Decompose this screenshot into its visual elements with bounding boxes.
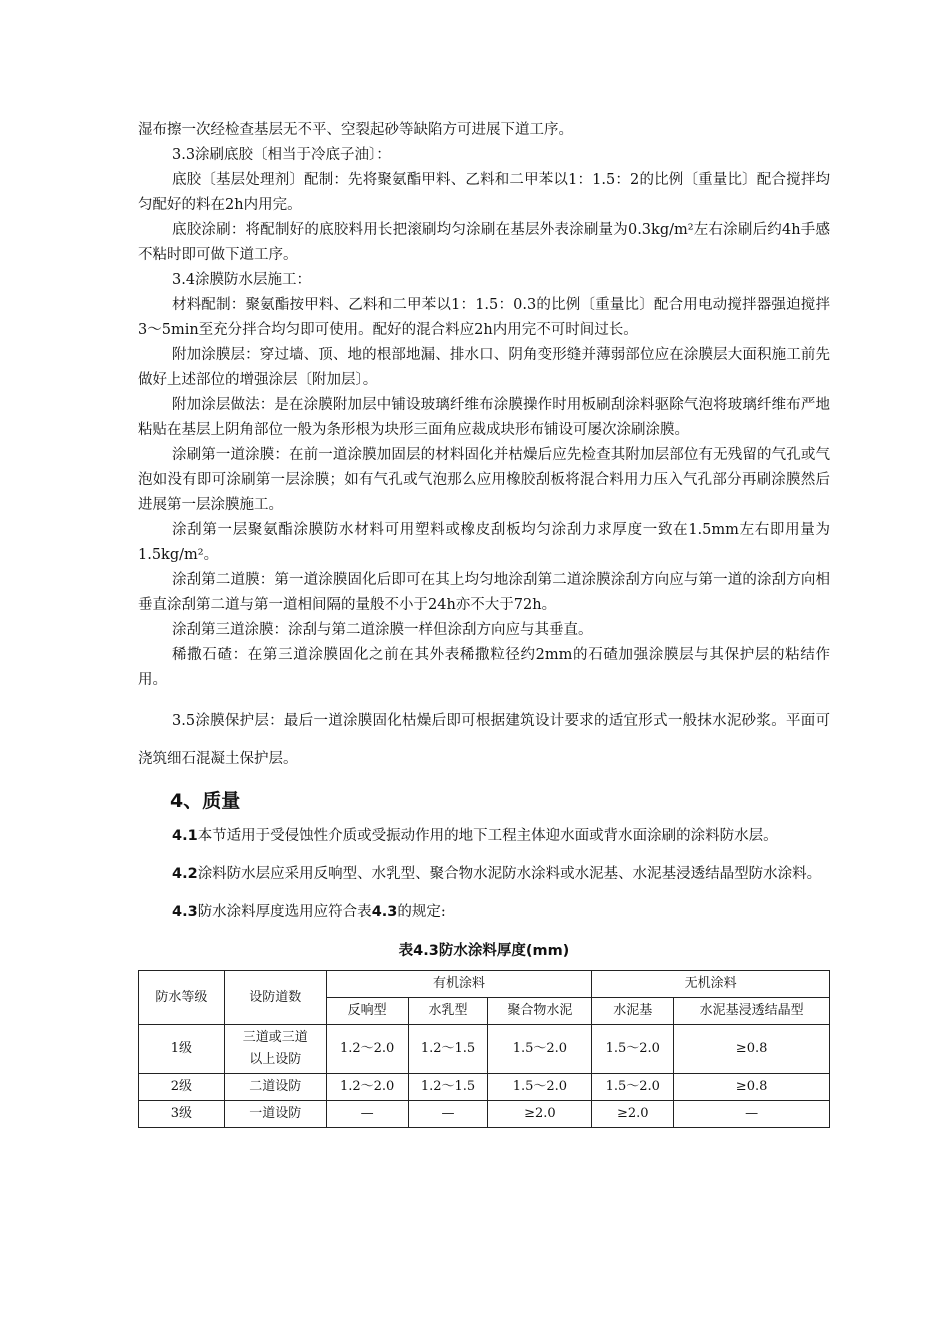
- table-cell: 1.2～2.0: [326, 1025, 408, 1074]
- section-4-heading: 4、质量: [170, 790, 241, 812]
- table-cell: 1.5～2.0: [592, 1074, 674, 1101]
- clause-4-3: [138, 893, 830, 931]
- cell-lines: 二道设防: [224, 1074, 326, 1101]
- document-page: [138, 118, 830, 1128]
- header-level: 防水等级: [139, 971, 225, 1025]
- table-row: [139, 1025, 830, 1074]
- cell-lines: 一道设防: [224, 1101, 326, 1128]
- cell-level: 2级: [139, 1074, 225, 1101]
- table-cell: —: [408, 1101, 488, 1128]
- header-sub: 水泥基: [592, 998, 674, 1025]
- clause-text: 涂料防水层应采用反响型、水乳型、聚合物水泥防水涂料或水泥基、水泥基浸透结晶型防水涂料。: [197, 866, 822, 882]
- paragraph: 涂刮第三道涂膜：涂刮与第二道涂膜一样但涂刮方向应与其垂直。: [172, 622, 593, 638]
- cell-level: 3级: [139, 1101, 225, 1128]
- header-sub: 反响型: [326, 998, 408, 1025]
- table-caption: 表4.3防水涂料厚度(mm): [398, 943, 570, 959]
- clause-number: 4.3: [172, 904, 198, 920]
- table-cell: 1.2～2.0: [326, 1074, 408, 1101]
- subsection-3-3-title: 3.3涂刷底胶〔相当于冷底子油〕：: [172, 147, 391, 163]
- table-row: [139, 1101, 830, 1128]
- cell-lines: 三道或三道以上设防: [224, 1025, 326, 1074]
- paragraph: 涂刮第二道膜：第一道涂膜固化后即可在其上均匀地涂刮第二道涂膜涂刮方向应与第一道的涂刮方向相垂直涂刮第二道与第一道相间隔的量般不小于24h亦不大于72h。: [138, 572, 830, 613]
- subsection-3-5-paragraph: 3.5涂膜保护层：最后一道涂膜固化枯燥后即可根据建筑设计要求的适宜形式一般抹水泥砂浆。平面可浇筑细石混凝土保护层。: [138, 713, 830, 767]
- table-cell: —: [674, 1101, 830, 1128]
- header-inorganic: 无机涂料: [592, 971, 830, 998]
- table-cell: —: [326, 1101, 408, 1128]
- subsection-3-4-title: 3.4涂膜防水层施工：: [172, 272, 312, 288]
- paragraph: 涂刷第一道涂膜：在前一道涂膜加固层的材料固化并枯燥后应先检查其附加层部位有无残留的气孔或气泡如没有即可涂刷第一层涂膜；如有气孔或气泡那么应用橡胶刮板将混合料用力压入气孔部分再刷涂膜然后进展第一层涂膜施工。: [138, 447, 830, 513]
- paragraph: 湿布擦一次经检查基层无不平、空裂起砂等缺陷方可进展下道工序。: [138, 122, 573, 138]
- table-cell: ≥2.0: [592, 1101, 674, 1128]
- thickness-table: [138, 970, 830, 1128]
- paragraph: 涂刮第一层聚氨酯涂膜防水材料可用塑料或橡皮刮板均匀涂刮力求厚度一致在1.5mm左右即用量为1.5kg/m²。: [138, 522, 830, 563]
- table-cell: ≥2.0: [488, 1101, 592, 1128]
- table-cell: ≥0.8: [674, 1025, 830, 1074]
- clause-number: 4.1: [172, 828, 198, 844]
- header-sub: 水泥基浸透结晶型: [674, 998, 830, 1025]
- paragraph: 稀撒石碴：在第三道涂膜固化之前在其外表稀撒粒径约2mm的石碴加强涂膜层与其保护层的粘结作用。: [138, 647, 830, 688]
- table-cell: ≥0.8: [674, 1074, 830, 1101]
- clause-text: 本节适用于受侵蚀性介质或受振动作用的地下工程主体迎水面或背水面涂刷的涂料防水层。: [197, 828, 778, 844]
- cell-level: 1级: [139, 1025, 225, 1074]
- table-cell: 1.2～1.5: [408, 1074, 488, 1101]
- table-reference: 4.3: [371, 904, 398, 920]
- table-cell: 1.5～2.0: [488, 1025, 592, 1074]
- header-lines: 设防道数: [224, 971, 326, 1025]
- clause-text: 防水涂料厚度选用应符合表: [197, 904, 372, 920]
- table-cell: 1.5～2.0: [592, 1025, 674, 1074]
- clause-text: 的规定:: [397, 904, 446, 920]
- table-row: [139, 1074, 830, 1101]
- clause-4-2: [138, 855, 830, 893]
- paragraph: 附加涂层做法：是在涂膜附加层中铺设玻璃纤维布涂膜操作时用板刷刮涂料驱除气泡将玻璃纤维布严地粘贴在基层上阴角部位一般为条形根为块形三面角应裁成块形布铺设可屡次涂刷涂膜。: [138, 397, 830, 438]
- paragraph: 底胶涂刷：将配制好的底胶料用长把滚刷均匀涂刷在基层外表涂刷量为0.3kg/m²左右涂刷后约4h手感不粘时即可做下道工序。: [138, 222, 830, 263]
- paragraph: 底胶〔基层处理剂〕配制：先将聚氨酯甲料、乙料和二甲苯以1：1.5：2的比例〔重量比〕配合搅拌均匀配好的料在2h内用完。: [138, 172, 830, 213]
- header-sub: 水乳型: [408, 998, 488, 1025]
- table-cell: 1.5～2.0: [488, 1074, 592, 1101]
- header-sub: 聚合物水泥: [488, 998, 592, 1025]
- clause-number: 4.2: [172, 866, 198, 882]
- paragraph: 附加涂膜层：穿过墙、顶、地的根部地漏、排水口、阴角变形缝并薄弱部位应在涂膜层大面积施工前先做好上述部位的增强涂层〔附加层〕。: [138, 347, 830, 388]
- clause-4-1: [138, 817, 830, 855]
- table-cell: 1.2～1.5: [408, 1025, 488, 1074]
- paragraph: 材料配制：聚氨酯按甲料、乙料和二甲苯以1：1.5：0.3的比例〔重量比〕配合用电动搅拌器强迫搅拌3～5min至充分拌合均匀即可使用。配好的混合料应2h内用完不可时间过长。: [138, 297, 830, 338]
- header-organic: 有机涂料: [326, 971, 592, 998]
